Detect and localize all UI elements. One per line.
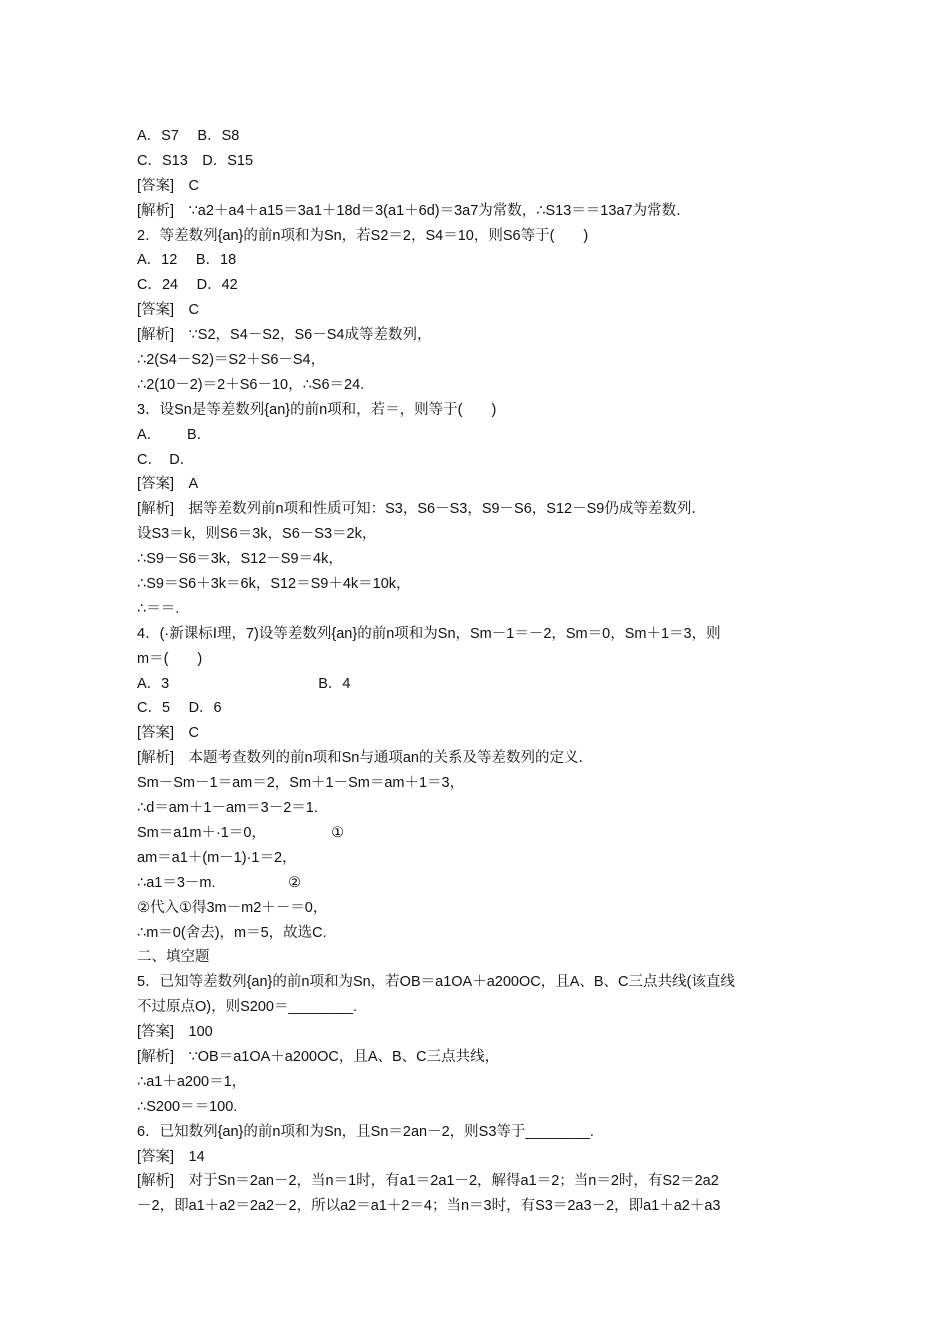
- text-line: A． B．: [137, 426, 212, 443]
- text-line: ∴2(S4－S2)＝S2＋S6－S4，: [137, 352, 326, 369]
- text-line: A．12 B．18: [137, 252, 237, 269]
- text-line: C．S13 D．S15: [137, 152, 254, 169]
- text-line: ∴S9＝S6＋3k＝6k，S12＝S9＋4k＝10k，: [137, 576, 411, 593]
- text-line: ∴m＝0(舍去)，m＝5，故选C.: [137, 924, 327, 941]
- text-line: Sm＝a1m＋·1＝0， ①: [137, 824, 345, 841]
- text-line: [答案] C: [137, 177, 200, 194]
- document-body: [137, 124, 817, 1219]
- text-line: [解析] ∵OB＝a1OA＋a200OC，且A、B、C三点共线，: [137, 1048, 500, 1065]
- text-line: ∴2(10－2)＝2＋S6－10，∴S6＝24.: [137, 376, 365, 393]
- text-line: [解析] 对于Sn＝2an－2，当n＝1时，有a1＝2a1－2，解得a1＝2；当n＝2时，有S2＝2a2: [137, 1173, 719, 1190]
- text-line: [解析] 据等差数列前n项和性质可知：S3，S6－S3，S9－S6，S12－S9仍成等差数列．: [137, 501, 706, 518]
- text-line: A．3 B．4: [137, 675, 351, 692]
- section-heading: 二、填空题: [137, 949, 210, 966]
- text-line: 4．(·新课标Ⅰ理，7)设等差数列{an}的前n项和为Sn，Sm－1＝－2，Sm＝0，Sm＋1＝3，则: [137, 625, 721, 642]
- text-line: [答案] C: [137, 725, 200, 742]
- text-line: Sm－Sm－1＝am＝2，Sm＋1－Sm＝am＋1＝3，: [137, 775, 465, 792]
- text-line: ∴a1＋a200＝1，: [137, 1073, 247, 1090]
- text-line: －2，即a1＋a2＝2a2－2，所以a2＝a1＋2＝4；当n＝3时，有S3＝2a3－2，即a1＋a2＋a3: [137, 1198, 721, 1215]
- text-line: [解析] 本题考查数列的前n项和Sn与通项an的关系及等差数列的定义．: [137, 750, 593, 767]
- text-line: [答案] C: [137, 302, 200, 319]
- text-line: 设S3＝k，则S6＝3k，S6－S3＝2k，: [137, 526, 377, 543]
- text-line: ∴a1＝3－m. ②: [137, 874, 302, 891]
- text-line: ∴S9－S6＝3k，S12－S9＝4k，: [137, 551, 343, 568]
- text-line: am＝a1＋(m－1)·1＝2，: [137, 849, 297, 866]
- text-line: m＝( ): [137, 650, 203, 667]
- text-line: ∴S200＝＝100.: [137, 1098, 238, 1115]
- text-line: ∴＝＝.: [137, 600, 180, 617]
- text-line: C．24 D．42: [137, 277, 238, 294]
- text-line: 不过原点O)，则S200＝________.: [137, 999, 358, 1016]
- text-line: [解析] ∵a2＋a4＋a15＝3a1＋18d＝3(a1＋6d)＝3a7为常数，∴S13＝＝13a7为常数．: [137, 202, 691, 219]
- text-line: [答案] A: [137, 476, 199, 493]
- text-line: [解析] ∵S2，S4－S2，S6－S4成等差数列，: [137, 327, 432, 344]
- text-line: ②代入①得3m－m2＋－＝0，: [137, 899, 328, 916]
- text-line: 5．已知等差数列{an}的前n项和为Sn，若OB＝a1OA＋a200OC，且A、B、C三点共线(该直线: [137, 974, 735, 991]
- text-line: A．S7 B．S8: [137, 128, 240, 144]
- text-line: 6．已知数列{an}的前n项和为Sn，且Sn＝2an－2，则S3等于________.: [137, 1123, 594, 1140]
- text-line: [答案] 100: [137, 1024, 213, 1041]
- text-line: [答案] 14: [137, 1148, 205, 1165]
- text-line: ∴d＝am＋1－am＝3－2＝1.: [137, 800, 318, 817]
- text-line: C．5 D．6: [137, 700, 222, 717]
- text-line: 2．等差数列{an}的前n项和为Sn，若S2＝2，S4＝10，则S6等于( ): [137, 227, 589, 244]
- text-line: C． D．: [137, 451, 195, 468]
- text-line: 3．设Sn是等差数列{an}的前n项和，若＝，则等于( ): [137, 401, 497, 418]
